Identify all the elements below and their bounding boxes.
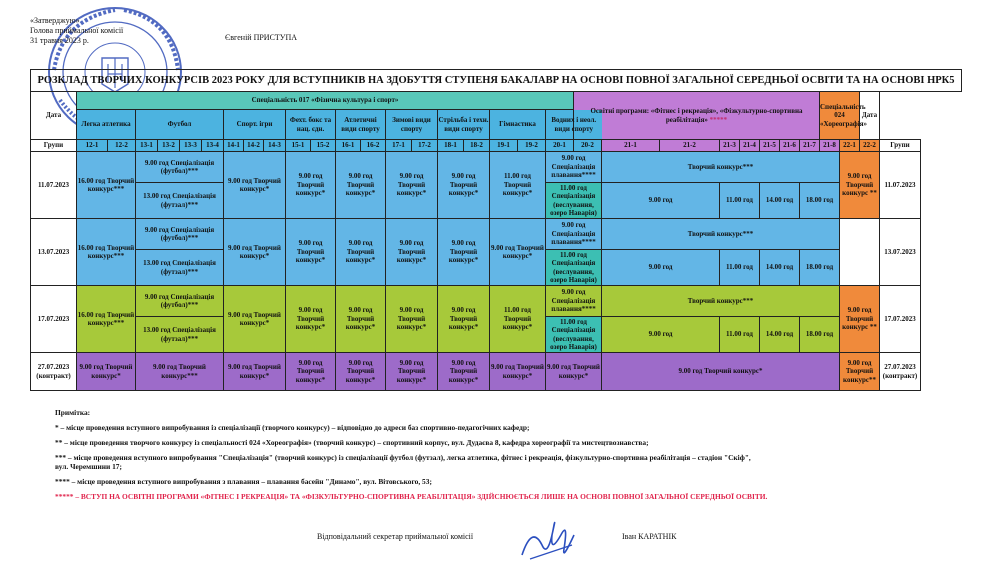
secretary-name: Іван КАРАТНІК [622,532,677,541]
fitness-cell: Творчий конкурс*** [602,286,840,317]
group-code: 15-1 [286,140,311,152]
date-header-right: Дата [860,92,880,140]
athletics-cell: 16.00 год Творчий конкурс*** [77,286,136,353]
group-code: 21-6 [780,140,800,152]
group-code: 18-1 [438,140,464,152]
approval-name: Євгеній ПРИСТУПА [225,33,298,42]
time-cell: 9.00 год [602,250,720,286]
discipline-shooting: Стрільба і техн. види спорту [438,110,490,140]
choreography-cell: 9.00 год Творчий конкурс ** [840,286,880,353]
group-code: 15-2 [311,140,336,152]
athletics-cell: 16.00 год Творчий конкурс*** [77,152,136,219]
spec-017-header: Спеціальність 017 «Фізична культура і спорт» [77,92,574,110]
football-cell: 9.00 год Спеціалізація (футбол)*** [136,286,224,317]
discipline-athletic: Атлетичні види спорту [336,110,386,140]
contract-date-right: 27.07.2023 [884,363,916,372]
group-code: 16-2 [361,140,386,152]
date-cell-right: 13.07.2023 [880,219,921,286]
group-code: 12-2 [108,140,136,152]
winter-cell: 9.00 год Творчий конкурс* [386,152,438,219]
group-code: 21-3 [720,140,740,152]
groups-label-right: Групи [880,140,921,152]
group-code: 19-2 [518,140,546,152]
time-cell: 9.00 год [602,317,720,353]
athletic-cell: 9.00 год Творчий конкурс* [336,286,386,353]
time-cell: 11.00 год [720,183,760,219]
groups-label: Групи [31,140,77,152]
discipline-gymnastics: Гімнастика [490,110,546,140]
time-cell: 18.00 год [800,183,840,219]
notes-block [55,408,955,507]
note-1: * – місце проведення вступного випробування із спеціалізації (творчого конкурсу) – відповідно до адреси баз спортивно-педагогічних кафедр; [55,423,530,432]
group-code: 18-2 [464,140,490,152]
secretary-title: Відповідальний секретар приймальної комісії [317,532,474,541]
date-header: Дата [31,92,77,140]
date-cell-right: 11.07.2023 [880,152,921,219]
approval-line3: 31 травня 2023 р. [30,36,89,45]
discipline-winter: Зимові види спорту [386,110,438,140]
discipline-football: Футбол [136,110,224,140]
time-cell: 18.00 год [800,250,840,286]
sport-games-cell: 9.00 год Творчий конкурс* [224,286,286,353]
discipline-water: Водних і неол. види спорту [546,110,602,140]
fencing-cell: 9.00 год Творчий конкурс* [286,286,336,353]
discipline-fencing: Фехт. бокс та нац. єдн. [286,110,336,140]
discipline-sport-games: Спорт. ігри [224,110,286,140]
group-row [31,140,1008,152]
group-code: 13-3 [180,140,202,152]
group-code: 21-8 [820,140,840,152]
futsal-cell: 13.00 год Спеціалізація (футзал)*** [136,183,224,219]
athletic-cell: 9.00 год Творчий конкурс* [336,152,386,219]
approval-block [30,16,123,46]
contract-note-right: (контракт) [882,371,918,380]
shooting-cell: 9.00 год Творчий конкурс* [438,152,490,219]
notes-heading: Примітка: [55,408,91,417]
date-cell [31,353,77,391]
fitness-header-text: Освітні програми: «Фітнес і рекреація», «Фізкультурно-спортивна реабілітація» [590,107,803,124]
athletic-cell: 9.00 год Творчий конкурс* [336,353,386,391]
group-code: 21-1 [602,140,660,152]
spec-024-header [820,92,867,140]
time-cell: 18.00 год [800,317,840,353]
athletics-cell: 9.00 год Творчий конкурс* [77,353,136,391]
table-title: РОЗКЛАД ТВОРЧИХ КОНКУРСІВ 2023 РОКУ ДЛЯ ВСТУПНИКІВ НА ЗДОБУТТЯ СТУПЕНЯ БАКАЛАВР НА ОСНОВІ ПОВНОЇ ЗАГАЛЬНОЇ СЕРЕДНЬОЇ ОСВІТИ ТА НА ОСНОВІ НРК5 [31,70,962,92]
group-code: 14-2 [244,140,264,152]
fitness-header [574,92,820,140]
note-5: ***** – ВСТУП НА ОСВІТНІ ПРОГРАМИ «ФІТНЕС І РЕКРЕАЦІЯ» ТА «ФІЗКУЛЬТУРНО-СПОРТИВНА РЕАБІЛІТАЦІЯ» ЗДІЙСНЮЄТЬСЯ ЛИШЕ НА ОСНОВІ ПОВНОЇ ЗАГАЛЬНОЇ СЕРЕДНЬОЇ ОСВІТИ. [55,492,768,501]
note-3-text: *** – місце проведення вступного випробування "Спеціалізація" (творчий конкурс) із спеціалізації футбол (футзал), легка атлетика, фітнес і рекреація, фізкультурно-спортивна реабілітація – стадіон "Скіф", [55,453,751,462]
time-cell: 14.00 год [760,317,800,353]
group-code: 20-2 [574,140,602,152]
winter-cell: 9.00 год Творчий конкурс* [386,219,438,286]
time-cell: 11.00 год [720,250,760,286]
approval-line2: Голова приймальної комісії [30,26,124,35]
note-4: **** – місце проведення вступного випробування з плавання – плавання басейн "Динамо", вул. Вітовського, 53; [55,477,432,486]
fencing-cell: 9.00 год Творчий конкурс* [286,353,336,391]
spec-024-line1: Спеціальність [820,102,866,111]
note-2: ** – місце проведення творчого конкурсу із спеціальності 024 «Хореографія» (творчий конкурс) – спортивний корпус, вул. Дудаєва 8, кафедра хореографії та мистецтвознавства; [55,438,649,447]
group-code: 12-1 [77,140,108,152]
fitness-cell: Творчий конкурс*** [602,152,840,183]
spec-024-line2: 024 «Хореографія» [820,111,867,128]
fencing-cell: 9.00 год Творчий конкурс* [286,152,336,219]
swimming-cell: 9.00 год Спеціалізація плавання**** [546,219,602,250]
group-code: 14-1 [224,140,244,152]
shooting-cell: 9.00 год Творчий конкурс* [438,219,490,286]
date-cell-right [880,353,921,391]
group-code: 13-4 [202,140,224,152]
fitness-header-mark: ***** [709,115,728,124]
fitness-cell: Творчий конкурс*** [602,219,840,250]
group-code: 19-1 [490,140,518,152]
group-code: 13-1 [136,140,158,152]
swimming-cell: 9.00 год Творчий конкурс* [546,353,602,391]
group-code: 17-2 [412,140,438,152]
athletics-cell: 16.00 год Творчий конкурс*** [77,219,136,286]
group-code: 22-2 [860,140,880,152]
football-cell: 9.00 год Спеціалізація (футбол)*** [136,152,224,183]
approval-line1: «Затверджую» [30,16,80,25]
note-3-text-b: вул. Черемшини 17; [55,462,122,471]
rowing-cell: 11.00 год Спеціалізація (веслування, озеро Наварія) [546,317,602,353]
choreography-cell [840,219,880,286]
shooting-cell: 9.00 год Творчий конкурс* [438,353,490,391]
group-code: 21-5 [760,140,780,152]
futsal-cell: 13.00 год Спеціалізація (футзал)*** [136,317,224,353]
fencing-cell: 9.00 год Творчий конкурс* [286,219,336,286]
group-code: 21-4 [740,140,760,152]
date-cell: 13.07.2023 [31,219,77,286]
group-code: 20-1 [546,140,574,152]
time-cell: 14.00 год [760,183,800,219]
date-cell: 17.07.2023 [31,286,77,353]
athletic-cell: 9.00 год Творчий конкурс* [336,219,386,286]
fitness-cell: 9.00 год Творчий конкурс* [602,353,840,391]
signature [512,515,582,565]
swimming-cell: 9.00 год Спеціалізація плавання**** [546,286,602,317]
shooting-cell: 9.00 год Творчий конкурс* [438,286,490,353]
gymnastics-cell: 9.00 год Творчий конкурс* [490,353,546,391]
group-code: 16-1 [336,140,361,152]
choreography-cell: 9.00 год Творчий конкурс** [840,353,880,391]
football-cell: 9.00 год Спеціалізація (футбол)*** [136,219,224,250]
date-cell-right: 17.07.2023 [880,286,921,353]
sport-games-cell: 9.00 год Творчий конкурс* [224,219,286,286]
gymnastics-cell: 9.00 год Творчий конкурс* [490,219,546,286]
group-code: 22-1 [840,140,860,152]
time-cell: 11.00 год [720,317,760,353]
rowing-cell: 11.00 год Спеціалізація (веслування, озеро Наварія) [546,250,602,286]
football-cell: 9.00 год Творчий конкурс*** [136,353,224,391]
swimming-cell: 9.00 год Спеціалізація плавання**** [546,152,602,183]
gymnastics-cell: 11.00 год Творчий конкурс* [490,286,546,353]
contract-note: (контракт) [36,371,71,380]
futsal-cell: 13.00 год Спеціалізація (футзал)*** [136,250,224,286]
schedule-table [30,69,1008,391]
rowing-cell: 11.00 год Спеціалізація (веслування, озеро Наварія) [546,183,602,219]
discipline-athletics: Легка атлетика [77,110,136,140]
sport-games-cell: 9.00 год Творчий конкурс* [224,152,286,219]
winter-cell: 9.00 год Творчий конкурс* [386,353,438,391]
group-code: 21-2 [660,140,720,152]
group-code: 14-3 [264,140,286,152]
sport-games-cell: 9.00 год Творчий конкурс* [224,353,286,391]
group-code: 21-7 [800,140,820,152]
note-3 [55,453,955,471]
group-code: 17-1 [386,140,412,152]
winter-cell: 9.00 год Творчий конкурс* [386,286,438,353]
contract-date: 27.07.2023 [37,363,70,372]
choreography-cell: 9.00 год Творчий конкурс ** [840,152,880,219]
gymnastics-cell: 11.00 год Творчий конкурс* [490,152,546,219]
time-cell: 14.00 год [760,250,800,286]
time-cell: 9.00 год [602,183,720,219]
date-cell: 11.07.2023 [31,152,77,219]
group-code: 13-2 [158,140,180,152]
